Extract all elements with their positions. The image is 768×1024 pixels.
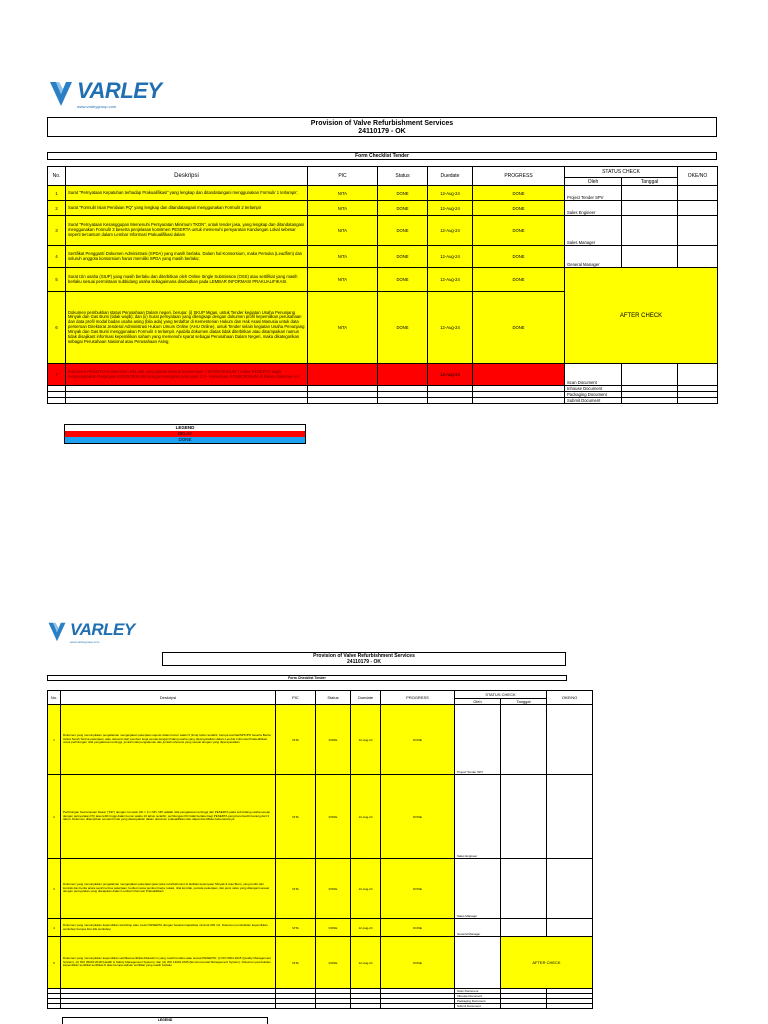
header-duedate: Duedate	[351, 691, 381, 705]
row-duedate: 12-Aug-24	[428, 186, 473, 201]
row-no: 6	[48, 292, 66, 364]
row-status: DONE	[378, 201, 428, 216]
row-progress: DONE	[473, 186, 565, 201]
row-oke	[547, 705, 593, 775]
row-oleh: General Manager	[565, 246, 622, 268]
row-oleh: Inhouse Document	[455, 994, 501, 999]
row-oke	[678, 364, 718, 386]
after-check-cell: AFTER CHECK	[565, 268, 718, 364]
row-desc: Surat "Pernyataan Kepatuhan terhadap Prakualifikasi" yang lengkap dan ditandatangani menggunakan Formulir 1 terlampir;	[66, 186, 308, 201]
row-oleh: Project Tender SPV	[455, 705, 501, 775]
form-title: Form Checklist Tender	[47, 152, 717, 160]
page-1	[0, 0, 768, 442]
row-tanggal	[501, 775, 547, 859]
legend	[62, 1017, 268, 1024]
brand-url: www.varleygroup.com	[70, 640, 100, 644]
row-pic: NITA	[308, 268, 378, 292]
header-pic: PIC	[308, 167, 378, 186]
header-status: Status	[378, 167, 428, 186]
row-progress: DONE	[381, 937, 455, 989]
row-tanggal	[622, 364, 678, 386]
row-no: 2	[48, 201, 66, 216]
row-oke	[678, 246, 718, 268]
row-oleh: Sales Engineer	[565, 201, 622, 216]
row-pic: NITA	[308, 246, 378, 268]
row-tanggal	[501, 705, 547, 775]
table-row	[48, 398, 718, 404]
row-progress	[473, 364, 565, 386]
legend	[64, 424, 306, 444]
table-row	[48, 268, 718, 292]
row-status: DONE	[316, 859, 351, 919]
table-row	[48, 246, 718, 268]
row-pic: NITA	[308, 201, 378, 216]
row-progress: DONE	[473, 216, 565, 246]
row-status: DONE	[378, 186, 428, 201]
row-desc: Dokumen yang menunjukkan pengalaman mengerjakan pekerjaan jasa valve refurbishment di fasilitas kepunyaan Minyak & Gas Bumi, yang terdiri dari kontrak dan berita acara serah terima pekerjaan, berikut nama pemberi kerja, lokasi, nilai kontrak, periode pekerjaan, dan jenis valve yang ditangani sesuai dengan persyaratan yang ditetapkan dalam Lembar Informasi Prakualifikasi	[61, 859, 276, 919]
header-oke: OKE/NO	[678, 167, 718, 186]
row-pic: NITA	[308, 216, 378, 246]
row-oke	[678, 201, 718, 216]
form-title: Form Checklist Tender	[47, 675, 567, 681]
row-pic: NITA	[276, 859, 316, 919]
row-desc: Perhitungan Kemampuan Dasar ("KD") dengan rumusan KD = 3 x NPt. NPt adalah nilai pengalaman tertinggi dari PESERTA pada sub bidang usaha sesuai dengan persyaratan PQ atau lebih tinggi dalam kurun waktu 10 tahun terakhir; perhitungan KD tidak berlaku bagi PESERTA yang baru berdiri kurang dari 3 tahun. Dokumen dilampirkan sesuai format yang disampaikan dalam dokumen prakualifikasi dan dapat diverifikasi kebenarannya	[61, 775, 276, 859]
row-status: DONE	[378, 292, 428, 364]
row-desc: Dokumen pembuktian status Perusahaan Dalam negeri, berupa: (i) SKUP Migas, untuk Tender kegiatan Usaha Penunjang Minyak dan Gas Bumi (tidak wajib); dan (ii) Surat pernyataan yang dilengkapi dengan dokumen profil kepemilikan perusahaan dan data profil modal badan usaha asing (bila ada) yang terdaftar di Kementerian Hukum dan Hak Asasi Manusia untuk data perseroan Direktorat Jenderal Administrasi Hukum Umum Online (AHU Online), untuk Tender selain kegiatan Usaha Penunjang Minyak dan Gas Bumi menggunakan Formulir 4 terlampir. Apabila dokumen diatas tidak diterbitkan atau disampaikan namun tidak disajikant informasi kepemilikan saham yang memenuhi syarat sebagai Perusahaan Dalam Negeri, maka dikategorikan sebagai Perusahaan Nasional atau Perusahaan Asing;	[66, 292, 308, 364]
table-row	[48, 937, 593, 989]
row-status: DONE	[316, 705, 351, 775]
header-duedate: Duedate	[428, 167, 473, 186]
row-desc: Sertifikat Penggantí Dokumen Administrasi (SPDA) yang masih berlaku. Dalam hal Konsorsium, maka Pemuka (Leadfirm) dan seluruh anggota konsorsium harus memiliki SPDA yang masih berlaku;	[66, 246, 308, 268]
row-desc: Dokumen PESERTA konsorsium bila ada yang dalam bentuk konsorsium ("KONSORSIUM") maka PESERTA wajib menyampaikan Perjanjian KONSORSIUM dengan mengikuti poin-poin 2.3 - Ketentuan KONSORSIUM di dalam dokumen ini;	[66, 364, 308, 386]
row-status: DONE	[378, 246, 428, 268]
page-2	[0, 600, 768, 1024]
varley-logo-icon	[47, 621, 67, 643]
row-duedate: 12-Aug-24	[351, 705, 381, 775]
row-oleh: Inhouse Document	[565, 386, 622, 392]
brand-name: VARLEY	[77, 78, 162, 103]
row-progress: DONE	[381, 919, 455, 937]
row-duedate: 12-Aug-24	[428, 201, 473, 216]
row-duedate: 12-Aug-24	[351, 919, 381, 937]
header-no: No.	[48, 691, 61, 705]
row-duedate: 12-Aug-24	[351, 859, 381, 919]
row-oleh: Sales Engineer	[455, 775, 501, 859]
row-status: DONE	[378, 268, 428, 292]
header-status: Status	[316, 691, 351, 705]
row-progress: DONE	[381, 705, 455, 775]
row-desc: Surat "Pernyataan Kesanggupan Memenuhi Persyaratan Minimum TKDN", untuk tender jasa, yang lengkap dan ditandatangani menggunakan Formulir 3 beserta penjelasan komitmen PESERTA untuk memenuhi persyaratan Kandungan Lokal sebesar seperti tercantum dalam Lembar Informasi Prakualifikasi dalam	[66, 216, 308, 246]
document-ref: 24110179 - OK	[347, 658, 381, 665]
row-progress: DONE	[473, 201, 565, 216]
row-progress: DONE	[473, 268, 565, 292]
header-tanggal: Tanggal	[501, 699, 547, 705]
varley-logo	[47, 620, 135, 644]
row-status	[378, 364, 428, 386]
row-oleh: Submit Document	[565, 398, 622, 404]
header-pic: PIC	[276, 691, 316, 705]
row-status: DONE	[316, 937, 351, 989]
document-title: Provision of Valve Refurbishment Services	[310, 120, 454, 127]
row-oleh	[455, 937, 501, 989]
row-tanggal	[622, 246, 678, 268]
row-duedate: 12-Aug-24	[428, 216, 473, 246]
document-title-box	[162, 652, 566, 666]
brand-name: VARLEY	[70, 620, 135, 639]
checklist-table	[47, 166, 718, 404]
row-oleh: Project Tender SPV	[565, 186, 622, 201]
header-progress: PROGRESS	[381, 691, 455, 705]
row-oke	[547, 775, 593, 859]
row-oleh: Submit Document	[455, 1004, 501, 1009]
row-oleh: Packaging Document	[565, 392, 622, 398]
header-oke: OKE/NO	[547, 691, 593, 705]
row-duedate: 12-Aug-24	[428, 364, 473, 386]
header-tanggal: Tanggal	[622, 178, 678, 186]
row-oleh: Scan Document	[565, 364, 622, 386]
row-no: 5	[48, 268, 66, 292]
header-deskripsi: Deskripsi	[61, 691, 276, 705]
row-oleh: Sales Manager	[455, 859, 501, 919]
header-deskripsi: Deskripsi	[66, 167, 308, 186]
header-progress: PROGRESS	[473, 167, 565, 186]
header-oleh: Oleh	[455, 699, 501, 705]
row-no: 3	[48, 859, 61, 919]
row-pic: NITA	[308, 186, 378, 201]
table-row	[48, 1004, 593, 1009]
row-oke	[547, 919, 593, 937]
row-status: DONE	[378, 216, 428, 246]
table-row	[48, 705, 593, 775]
row-desc: Dokumen yang menunjukkan kepemilikan workshop atau mesin PESERTA dengan besaran kapasitas minimal 200 m2. Dokumen pembuktian kepemilikan workshop berupa foto titik workshop	[61, 919, 276, 937]
row-tanggal	[501, 859, 547, 919]
row-desc: Surat "Formulir Isian Penilaian PQ" yang lengkap dan ditandatangani menggunakan Formulir 2 terlampir	[66, 201, 308, 216]
row-no: 3	[48, 216, 66, 246]
row-duedate: 12-Aug-24	[351, 775, 381, 859]
row-status: DONE	[316, 775, 351, 859]
document-title-box	[47, 117, 717, 137]
varley-logo	[48, 78, 162, 109]
row-no: 2	[48, 775, 61, 859]
table-row	[48, 364, 718, 386]
header-no: No.	[48, 167, 66, 186]
row-desc: Dokumen yang menunjukkan pengalaman mengerjakan pekerjaan sejenis dalam kurun waktu 5 (lima) tahun terakhir, berupa kontrak/SPK/PO beserta Berita Acara Serah Terima pekerjaan, atau referensi dari pemberi kerja sesuai dengan bidang usaha yang dipersyaratkan dalam Lembar Informasi Prakualifikasi untuk perhitungan nilai pengalaman tertinggi, jumlah nilai pengalaman dan jumlah referensi yang sesuai dengan yang dipersyaratkan	[61, 705, 276, 775]
row-pic: NITA	[276, 919, 316, 937]
row-progress: DONE	[473, 246, 565, 268]
row-desc: Surat Izin usaha (SIUP) yang masih berlaku dan diterbitkan oleh Online Single Submission (OSS) atau sertifikat yang masih berlaku sesuai permintaan subbidang usaha sebagaimana disebutkan pada LEMBAR INFORMASI PRAKUALIFIKASI.	[66, 268, 308, 292]
row-pic: NITA	[276, 937, 316, 989]
row-pic: NITA	[276, 775, 316, 859]
row-oke	[678, 186, 718, 201]
table-row	[48, 919, 593, 937]
document-title: Provision of Valve Refurbishment Services	[313, 653, 415, 659]
document-ref: 24110179 - OK	[358, 127, 406, 135]
row-oleh: Sales Manager	[565, 216, 622, 246]
legend-delay: DELAY	[65, 431, 305, 437]
row-tanggal	[501, 919, 547, 937]
row-pic: NITA	[276, 705, 316, 775]
header-status-check: STATUS CHECK	[565, 167, 678, 178]
row-duedate: 12-Aug-24	[428, 268, 473, 292]
row-status: DONE	[316, 919, 351, 937]
after-check-cell: AFTER CHECK	[501, 937, 593, 989]
row-duedate: 12-Aug-24	[428, 292, 473, 364]
row-tanggal	[622, 186, 678, 201]
row-pic: NITA	[308, 292, 378, 364]
row-oke	[678, 216, 718, 246]
row-tanggal	[622, 201, 678, 216]
row-duedate: 12-Aug-24	[351, 937, 381, 989]
row-desc: Dokumen yang menunjukkan kepemilikan sertifikat-sertifikat dibawah ini yang masih berlaku atau sesuai PESERTA: (i) ISO 9001:2015 (Quality Management System), (ii) ISO 45001:2018 (Health & Safety Management System), dan (iii) ISO 14001:2015 (Environmental Management System). Dokumen pembuktian kepemilikan sertifikat sertifikat di atas berupa salinan sertifikat yang masih berlaku	[61, 937, 276, 989]
row-no: 4	[48, 919, 61, 937]
table-row	[48, 859, 593, 919]
brand-url: www.varleygroup.com	[77, 104, 117, 109]
table-row	[48, 201, 718, 216]
row-no: 7	[48, 364, 66, 386]
row-no: 5	[48, 937, 61, 989]
header-status-check: STATUS CHECK	[455, 691, 547, 699]
row-duedate: 12-Aug-24	[428, 246, 473, 268]
row-no: 1	[48, 705, 61, 775]
varley-logo-icon	[48, 80, 74, 108]
legend-title: LEGEND	[157, 1018, 173, 1022]
row-oleh: Packaging Document	[455, 999, 501, 1004]
header-oleh: Oleh	[565, 178, 622, 186]
row-progress: DONE	[381, 775, 455, 859]
table-row	[48, 775, 593, 859]
table-row	[48, 186, 718, 201]
legend-title: LEGEND	[175, 425, 195, 430]
row-no: 1	[48, 186, 66, 201]
legend-done: DONE	[65, 437, 305, 443]
row-progress: DONE	[381, 859, 455, 919]
row-oleh: Scan Document	[455, 989, 501, 994]
row-oke	[547, 859, 593, 919]
row-tanggal	[622, 216, 678, 246]
row-progress: DONE	[473, 292, 565, 364]
row-oleh: General Manager	[455, 919, 501, 937]
checklist-table	[47, 690, 593, 1009]
row-no: 4	[48, 246, 66, 268]
row-pic	[308, 364, 378, 386]
table-row	[48, 216, 718, 246]
